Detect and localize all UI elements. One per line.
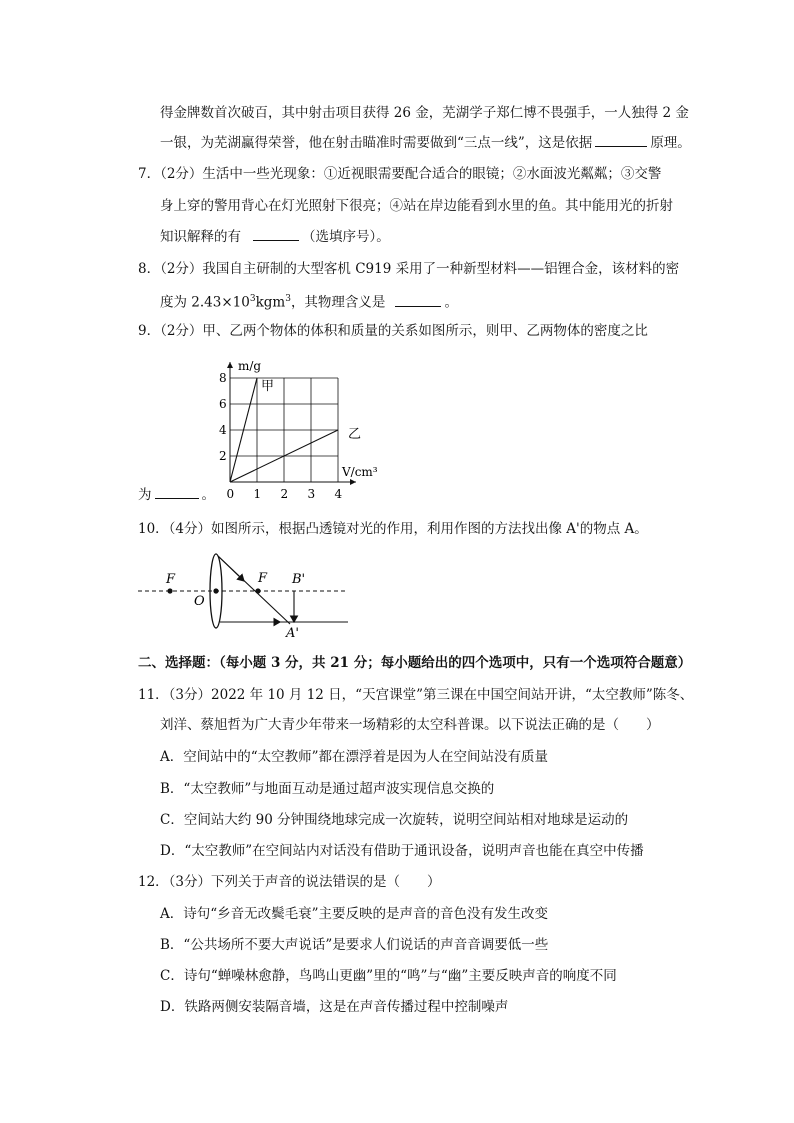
question-11-option-c[interactable]: C．空间站大约 90 分钟围绕地球完成一次旋转，说明空间站相对地球是运动的 <box>160 812 629 828</box>
x-tick-label-0: 0 <box>226 487 235 500</box>
question-12-option-c[interactable]: C．诗句“蝉噪林愈静，鸟鸣山更幽”里的“鸣”与“幽”主要反映声音的响度不同 <box>160 968 617 984</box>
answer-blank-q8[interactable] <box>395 294 441 307</box>
x-tick-label-1: 1 <box>253 487 262 500</box>
text-line-2-part-b: 原理。 <box>650 135 691 151</box>
label-f-right: F <box>258 571 268 586</box>
question-10-line: 10．（4分）如图所示，根据凸透镜对光的作用，利用作图的方法找出像 A'的物点 A。 <box>138 521 648 537</box>
question-7-text-a: 知识解释的有 <box>160 229 241 245</box>
question-8-text-c: ，其物理含义是 <box>290 294 386 311</box>
y-axis-arrow <box>227 362 233 368</box>
question-7-line-1: 7．（2分）生活中一些光现象：①近视眼需要配合适合的眼镜；②水面波光粼粼；③交警 <box>138 166 662 182</box>
convex-lens-figure <box>138 550 358 642</box>
series-label-2: 乙 <box>348 427 362 442</box>
question-11-option-d[interactable]: D．“太空教师”在空间站内对话没有借助于通讯设备，说明声音也能在真空中传播 <box>160 843 644 859</box>
answer-blank-q6[interactable] <box>595 134 647 147</box>
series-label-1: 甲 <box>261 379 275 394</box>
question-7-text-b: （选填序号）。 <box>302 229 390 245</box>
x-axis-label: V/cm³ <box>342 465 378 479</box>
question-11-line-2: 刘洋、蔡旭哲为广大青少年带来一场精彩的太空科普课。以下说法正确的是（ ） <box>160 717 660 733</box>
question-12-option-b[interactable]: B．“公共场所不要大声说话”是要求人们说话的声音音调要低一些 <box>160 937 549 953</box>
question-8-line-2 <box>160 290 458 312</box>
text-line-1: 得金牌数首次破百，其中射击项目获得 26 金，芜湖学子郑仁博不畏强手，一人独得 2 金 <box>160 105 689 121</box>
chart-axes <box>227 362 356 485</box>
question-9-line-1: 9．（2分）甲、乙两个物体的体积和质量的关系如图所示，则甲、乙两物体的密度之比 <box>138 323 648 339</box>
x-tick-label-3: 3 <box>307 487 316 500</box>
text-line-2 <box>160 134 691 152</box>
question-8-density-b: kgm <box>255 294 286 311</box>
question-7-line-3 <box>160 228 390 246</box>
question-8-superscript-1: 3 <box>249 294 256 304</box>
question-7-line-2: 身上穿的警用背心在灯光照射下很亮；④站在岸边能看到水里的鱼。其中能用光的折射 <box>160 198 673 214</box>
question-11-option-b[interactable]: B．“太空教师”与地面互动是通过超声波实现信息交换的 <box>160 781 495 797</box>
question-9-text-a: 为 <box>138 487 152 503</box>
label-o: O <box>194 594 205 609</box>
focal-point-right <box>255 588 260 593</box>
question-12-option-a[interactable]: A．诗句“乡音无改鬓毛衰”主要反映的是声音的音色没有发生改变 <box>160 906 549 922</box>
x-axis-arrow <box>350 479 356 485</box>
mass-volume-chart <box>205 354 405 500</box>
question-11-option-a[interactable]: A．空间站中的“太空教师”都在漂浮着是因为人在空间站没有质量 <box>160 749 549 765</box>
optical-center <box>213 588 218 593</box>
question-12-option-d[interactable]: D．铁路两侧安装隔音墙，这是在声音传播过程中控制噪声 <box>160 999 509 1015</box>
text-line-2-part-a: 一银，为芜湖赢得荣誉，他在射击瞄准时需要做到“三点一线”，这是依据 <box>160 135 593 151</box>
y-tick-label-8: 8 <box>219 371 227 385</box>
question-8-line-1: 8．（2分）我国自主研制的大型客机 C919 采用了一种新型材料——铝锂合金，该材料的密 <box>138 261 680 277</box>
label-a-prime: A' <box>286 626 299 641</box>
y-axis-label: m/g <box>238 359 262 373</box>
question-8-text-d: 。 <box>444 294 458 311</box>
question-9-line-2 <box>138 486 215 504</box>
y-tick-label-6: 6 <box>219 397 227 411</box>
question-11-line-1: 11．（3分）2022 年 10 月 12 日，“天宫课堂”第三课在中国空间站开讲，“太空教师”陈冬、 <box>138 687 694 703</box>
y-tick-label-4: 4 <box>219 423 227 437</box>
chart-grid <box>230 378 338 482</box>
question-12-line: 12．（3分）下列关于声音的说法错误的是（ ） <box>138 874 441 890</box>
answer-blank-q7[interactable] <box>253 228 299 241</box>
x-tick-label-2: 2 <box>280 487 289 500</box>
question-9-text-b: 。 <box>201 487 215 503</box>
y-tick-label-2: 2 <box>219 449 227 463</box>
label-b-prime: B' <box>292 572 306 587</box>
question-8-density-a: 度为 2.43×10 <box>160 294 250 311</box>
answer-blank-q9[interactable] <box>155 486 199 499</box>
label-f-left: F <box>166 572 176 587</box>
section-2-heading: 二、选择题：（每小题 3 分，共 21 分；每小题给出的四个选项中，只有一个选项符合题意） <box>138 655 692 671</box>
question-8-superscript-2: 3 <box>285 294 291 304</box>
chart-labels <box>219 359 378 500</box>
focal-point-left <box>167 588 172 593</box>
x-tick-label-4: 4 <box>334 487 343 500</box>
